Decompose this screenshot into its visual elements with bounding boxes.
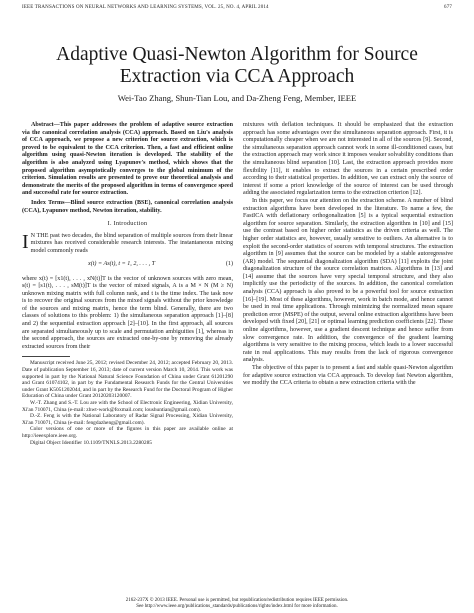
intro-paragraph-1-text: N THE past two decades, the blind separation of multiple sources from their linear mixtures has received considerable research interests. The instantaneous mixing model commonly reads — [30, 232, 233, 254]
footnotes — [22, 360, 233, 446]
equation-body: x(t) = As(t), t = 1, 2, . . . , T — [88, 260, 156, 267]
footnote-manuscript: Manuscript received June 25, 2012; revised December 24, 2012; accepted February 20, 2013. Date of publication September 16, 2013; date of current version March 10, 2014. This work was supported in part by the National Natural Science Foundation of China under Grant 61201290 and Grant 61074102, in part by the Fundamental Research Funds for the Central Universities under Grant K5051202044, and in part by the Research Fund for the Doctoral Program of Higher Education of China under Grant 20120203120007. — [22, 360, 233, 400]
equation-number: (1) — [225, 260, 233, 267]
running-header — [22, 5, 452, 15]
drop-cap: I — [22, 230, 29, 253]
paper-title — [0, 44, 474, 88]
title-line-1: Adaptive Quasi-Newton Algorithm for Source — [56, 44, 418, 65]
footer-line-1: 2162-237X © 2013 IEEE. Personal use is permitted, but republication/redistribution requires IEEE permission. — [125, 598, 349, 603]
right-paragraph-2: In this paper, we focus our attention on the extraction scheme. A number of blind extraction algorithms have been developed in the literature. To name a few, the FastICA with deflationary orthogonalization [5] is a typical sequential extraction algorithm for source separation. Similarly, the extraction algorithm in [10] and [15] use the contrast based on higher order statistics as the driven criteria as well. The higher order statistics are, however, usually sensitive to outliers. An alternative is to exploit the second-order statistics of sources with temporal structures. The extraction algorithm in [9] assumes that the source can be modeled by a stable autoregressive (AR) model. The sequential diagonalization algorithm (SDA) [11] exploits the joint diagonalization structure of the source correlation matrices. Algorithms in [13] and [14] assume that the sources have very special temporal structure, and they also implicitly use the periodicity of the sources. In addition, the canonical correlation analysis (CCA) approach is also proved to be a powerful tool for source extraction [16]–[19]. Most of these algorithms, however, work in batch mode, and hence cannot be used in real time applications. Through minimizing the normalized mean square prediction error (MSPE) of the output, several online extraction algorithms have been developed with fixed [20], [21] or optimal learning prediction coefficients [22]. These online algorithms, however, use a gradient descent technique and hence suffer from slow convergence rate. In addition, the convergence of the gradient learning algorithms is very sensitive to the mixing process, which leads to a lower successful rate in real applications. This may results from the lack of rigorous convergence analysis. — [243, 197, 453, 364]
footnote-affiliation-2: D.-Z. Feng is with the National Laboratory of Radar Signal Processing, Xidian University, Xi'an 710071, China (e-mail: fengdazheng@gmail.com). — [22, 413, 233, 426]
copyright-footer — [0, 598, 474, 610]
left-column — [22, 122, 233, 446]
page-number: 677 — [444, 5, 452, 10]
section-heading-introduction: I. Introduction — [107, 221, 148, 228]
title-line-2: Extraction via CCA Approach — [119, 66, 355, 87]
equation-1 — [22, 260, 233, 272]
index-terms: Index Terms—Blind source extraction (BSE), canonical correlation analysis (CCA), Lyapunov method, Newton iteration, stability. — [22, 199, 233, 214]
intro-paragraph-2: where x(t) = [x1(t), . . . , xN(t)]T is the vector of unknown sources with zero mean, s(t) = [s1(t), . . . , sM(t)]T is the vector of mixed signals, A is a M × N (M ≥ N) unknown mixing matrix with full column rank, and t is the time index. The task now is to recover the original sources from the mixed signals without the prior knowledge of the sources and mixing matrix, hence the term blind. Generally, there are two classes of solutions to this problem: 1) the simultaneous separation approach [1]–[8] and 2) the sequential extraction approach [2]–[10]. In the first approach, all sources are separated simultaneously up to scale and permutation ambiguities [1], whereas in the second approach, the sources are extracted one-by-one by removing the already extracted sources from their — [22, 275, 233, 350]
footnote-color-versions: Color versions of one or more of the figures in this paper are available online at http://ieeexplore.ieee.org. — [22, 426, 233, 439]
author-line: Wei-Tao Zhang, Shun-Tian Lou, and Da-Zheng Feng, Member, IEEE — [117, 93, 357, 103]
right-paragraph-1: mixtures with deflation techniques. It should be emphasized that the extraction approach has some advantages over the simultaneous separation approach. First, it is computationally cheaper when we are not interested in all of the sources [9]. Second, the simultaneous separation approach cannot work in some ill-conditioned cases, but the extraction approach may work since it imposes weaker solvability conditions than the simultaneous blind separation [10]. Last, the extraction approach provides more flexibility [11], it enables to extract the sources in a certain prescribed order according to their statistical properties. In addition, we can extract only the source of interest if some a priori knowledge of the source of interest can be used through adding the associated regularization terms to the extraction criterion [12]. — [243, 122, 453, 197]
right-paragraph-3: The objective of this paper is to present a fast and stable quasi-Newton algorithm for adaptive source extraction via CCA approach. To develop fast Newton algorithm, we modify the CCA criteria to obtain a new extraction criteria with the — [243, 365, 453, 387]
footnote-rule — [22, 356, 70, 357]
footnote-doi: Digital Object Identifier 10.1109/TNNLS.2013.2280285 — [30, 439, 152, 446]
abstract: Abstract—This paper addresses the problem of adaptive source extraction via the canonical correlation analysis (CCA) approach. Based on Liu's analysis of CCA approach, we propose a new criterion for source extraction, which is proved to be equivalent to the CCA criterion. Then, a fast and efficient online algorithm using quasi-Newton iteration is developed. The stability of the algorithm is also analyzed using Lyapunov's method, which shows that the proposed algorithm asymptotically converges to the global minimum of the criterion. Simulation results are presented to prove our theoretical analysis and demonstrate the merits of the proposed algorithm in terms of convergence speed and successful rate for source extraction. — [22, 122, 233, 197]
right-column — [243, 122, 453, 388]
intro-paragraph-1 — [22, 230, 233, 256]
footer-line-2: See http://www.ieee.org/publications_standards/publications/rights/index.html for more information. — [136, 604, 338, 609]
journal-header: IEEE TRANSACTIONS ON NEURAL NETWORKS AND LEARNING SYSTEMS, VOL. 25, NO. 4, APRIL 2014 — [22, 5, 269, 10]
footnote-affiliation-1: W.-T. Zhang and S.-T. Lou are with the School of Electronic Engineering, Xidian University, Xi'an 710071, China (e-mail: zhwt-work@foxmail.com; loushuntian@gmail.com). — [22, 400, 233, 413]
